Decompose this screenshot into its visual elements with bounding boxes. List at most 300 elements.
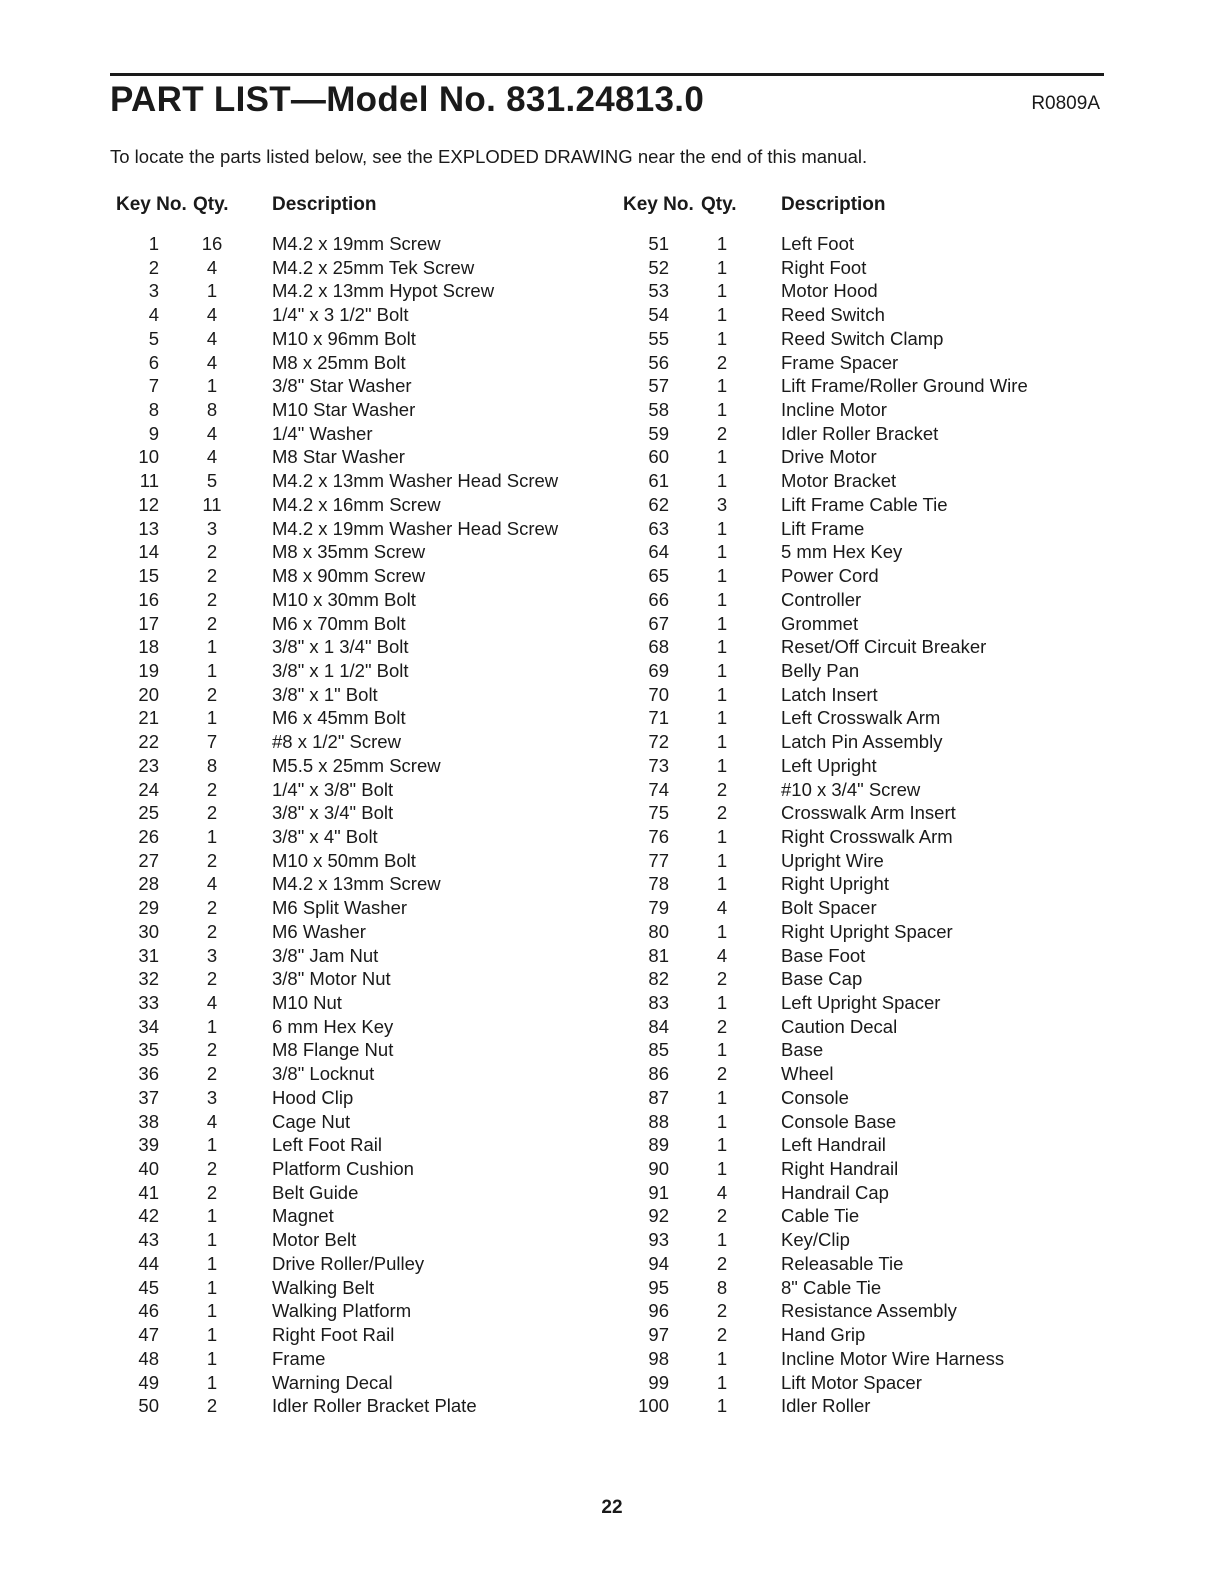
table-row <box>0 991 1224 1015</box>
part-description: M10 x 50mm Bolt <box>272 849 416 871</box>
part-description: Motor Bracket <box>781 470 897 492</box>
part-key-number: 14 <box>138 541 159 563</box>
intro-text: To locate the parts listed below, see the EXPLODED DRAWING near the end of this manual. <box>110 146 868 167</box>
part-description: Drive Motor <box>781 446 877 468</box>
part-quantity: 2 <box>206 778 218 800</box>
table-row <box>0 1015 1224 1039</box>
part-key-number: 90 <box>648 1158 669 1180</box>
part-quantity: 4 <box>716 944 728 966</box>
part-description: Latch Insert <box>781 683 878 705</box>
part-description: Lift Frame <box>781 517 865 539</box>
part-description: Warning Decal <box>272 1371 393 1393</box>
part-description: M4.2 x 13mm Washer Head Screw <box>272 470 559 492</box>
part-quantity: 2 <box>716 1205 728 1227</box>
part-quantity: 4 <box>206 256 218 278</box>
part-key-number: 98 <box>648 1347 669 1369</box>
part-quantity: 1 <box>716 754 728 776</box>
part-description: Cable Tie <box>781 1205 860 1227</box>
part-quantity: 1 <box>716 1371 728 1393</box>
part-description: Frame <box>272 1347 326 1369</box>
part-key-number: 73 <box>648 754 669 776</box>
table-row <box>0 1252 1224 1276</box>
part-key-number: 48 <box>138 1347 159 1369</box>
part-description: Reed Switch Clamp <box>781 327 944 349</box>
table-row <box>0 517 1224 541</box>
part-key-number: 88 <box>648 1110 669 1132</box>
part-key-number: 57 <box>648 375 669 397</box>
part-quantity: 1 <box>206 280 218 302</box>
part-key-number: 77 <box>648 849 669 871</box>
part-description: Left Foot <box>781 233 855 254</box>
part-key-number: 21 <box>138 707 159 729</box>
right-qty-header: Qty. <box>701 194 737 215</box>
table-row <box>0 944 1224 968</box>
part-description: 3/8" Star Washer <box>272 375 412 397</box>
part-description: Lift Motor Spacer <box>781 1371 922 1393</box>
table-row <box>0 588 1224 612</box>
part-key-number: 34 <box>138 1015 159 1037</box>
part-key-number: 100 <box>638 1395 669 1417</box>
part-quantity: 1 <box>716 1229 728 1251</box>
part-description: 3/8" x 1" Bolt <box>272 683 378 705</box>
part-key-number: 63 <box>648 517 669 539</box>
part-key-number: 39 <box>138 1134 159 1156</box>
part-key-number: 47 <box>138 1324 159 1346</box>
part-key-number: 69 <box>648 659 669 681</box>
part-key-number: 1 <box>148 233 159 254</box>
part-description: Wheel <box>781 1063 834 1085</box>
part-quantity: 1 <box>716 683 728 705</box>
part-quantity: 1 <box>716 1110 728 1132</box>
part-description: M6 x 45mm Bolt <box>272 707 406 729</box>
part-quantity: 1 <box>716 446 728 468</box>
table-row <box>0 659 1224 683</box>
part-key-number: 72 <box>648 731 669 753</box>
part-key-number: 91 <box>648 1181 669 1203</box>
part-key-number: 76 <box>648 825 669 847</box>
part-quantity: 2 <box>206 1158 218 1180</box>
part-quantity: 1 <box>716 873 728 895</box>
part-description: M4.2 x 16mm Screw <box>272 493 441 515</box>
part-quantity: 1 <box>716 233 728 254</box>
part-quantity: 1 <box>206 1347 218 1369</box>
table-row <box>0 256 1224 280</box>
part-description: Left Upright <box>781 754 877 776</box>
part-quantity: 2 <box>206 683 218 705</box>
table-row <box>0 683 1224 707</box>
part-quantity: 4 <box>716 1181 728 1203</box>
part-quantity: 2 <box>206 1181 218 1203</box>
part-quantity: 1 <box>716 731 728 753</box>
document-code: R0809A <box>1031 93 1100 114</box>
part-key-number: 10 <box>138 446 159 468</box>
part-key-number: 50 <box>138 1395 159 1417</box>
table-row <box>0 706 1224 730</box>
part-description: M4.2 x 13mm Screw <box>272 873 441 895</box>
part-description: Magnet <box>272 1205 334 1227</box>
part-key-number: 45 <box>138 1276 159 1298</box>
part-quantity: 1 <box>716 399 728 421</box>
table-row <box>0 801 1224 825</box>
part-key-number: 61 <box>648 470 669 492</box>
part-description: M4.2 x 19mm Screw <box>272 233 441 254</box>
part-key-number: 82 <box>648 968 669 990</box>
part-key-number: 52 <box>648 256 669 278</box>
part-quantity: 2 <box>206 541 218 563</box>
part-description: 3/8" x 1 3/4" Bolt <box>272 636 409 658</box>
part-description: M8 Star Washer <box>272 446 405 468</box>
part-description: Lift Frame Cable Tie <box>781 493 948 515</box>
part-description: M10 Star Washer <box>272 399 416 421</box>
part-quantity: 1 <box>716 1347 728 1369</box>
part-key-number: 60 <box>648 446 669 468</box>
part-description: #8 x 1/2" Screw <box>272 731 401 753</box>
part-description: Right Foot Rail <box>272 1324 395 1346</box>
part-description: Frame Spacer <box>781 351 899 373</box>
part-key-number: 79 <box>648 897 669 919</box>
part-description: #10 x 3/4" Screw <box>781 778 921 800</box>
part-key-number: 5 <box>148 327 159 349</box>
part-description: Incline Motor Wire Harness <box>781 1347 1005 1369</box>
part-key-number: 15 <box>138 565 159 587</box>
part-key-number: 71 <box>648 707 669 729</box>
part-quantity: 1 <box>716 541 728 563</box>
part-key-number: 12 <box>138 493 159 515</box>
table-row <box>0 849 1224 873</box>
part-description: M5.5 x 25mm Screw <box>272 754 441 776</box>
part-key-number: 75 <box>648 802 669 824</box>
part-quantity: 3 <box>206 517 218 539</box>
part-quantity: 1 <box>716 992 728 1013</box>
part-description: M10 x 96mm Bolt <box>272 327 416 349</box>
table-row <box>0 1204 1224 1228</box>
part-quantity: 2 <box>206 612 218 634</box>
part-key-number: 42 <box>138 1205 159 1227</box>
part-key-number: 8 <box>148 399 159 421</box>
part-description: 3/8" x 4" Bolt <box>272 825 378 847</box>
part-quantity: 2 <box>716 1063 728 1085</box>
table-row <box>0 398 1224 422</box>
part-description: M6 Washer <box>272 920 366 942</box>
part-quantity: 1 <box>716 707 728 729</box>
table-row <box>0 754 1224 778</box>
part-description: Belly Pan <box>781 659 860 681</box>
part-key-number: 54 <box>648 304 669 326</box>
part-quantity: 1 <box>206 659 218 681</box>
part-key-number: 26 <box>138 825 159 847</box>
part-quantity: 2 <box>206 897 218 919</box>
part-description: 3/8" Motor Nut <box>272 968 391 990</box>
table-row <box>0 327 1224 351</box>
part-key-number: 92 <box>648 1205 669 1227</box>
part-key-number: 59 <box>648 422 669 444</box>
part-quantity: 1 <box>206 1229 218 1251</box>
part-quantity: 2 <box>206 1063 218 1085</box>
part-key-number: 85 <box>648 1039 669 1061</box>
table-row <box>0 469 1224 493</box>
part-key-number: 55 <box>648 327 669 349</box>
part-key-number: 30 <box>138 920 159 942</box>
table-row <box>0 303 1224 327</box>
part-description: Right Crosswalk Arm <box>781 825 953 847</box>
part-quantity: 1 <box>716 280 728 302</box>
part-key-number: 16 <box>138 588 159 610</box>
part-description: M4.2 x 25mm Tek Screw <box>272 256 475 278</box>
part-key-number: 64 <box>648 541 669 563</box>
part-quantity: 11 <box>202 493 222 515</box>
part-quantity: 1 <box>716 849 728 871</box>
part-quantity: 1 <box>716 565 728 587</box>
part-quantity: 2 <box>206 1039 218 1061</box>
part-key-number: 84 <box>648 1015 669 1037</box>
part-key-number: 68 <box>648 636 669 658</box>
part-description: 3/8" x 3/4" Bolt <box>272 802 394 824</box>
part-quantity: 2 <box>206 802 218 824</box>
part-description: Releasable Tie <box>781 1252 904 1274</box>
part-key-number: 65 <box>648 565 669 587</box>
table-row <box>0 730 1224 754</box>
part-quantity: 2 <box>716 1015 728 1037</box>
table-row <box>0 1371 1224 1395</box>
part-description: Walking Platform <box>272 1300 412 1322</box>
left-qty-header: Qty. <box>193 194 229 215</box>
part-quantity: 1 <box>716 256 728 278</box>
table-row <box>0 422 1224 446</box>
part-quantity: 1 <box>716 1158 728 1180</box>
part-quantity: 3 <box>206 944 218 966</box>
part-quantity: 4 <box>206 304 218 326</box>
part-description: M4.2 x 19mm Washer Head Screw <box>272 517 559 539</box>
part-description: Hood Clip <box>272 1086 354 1108</box>
part-key-number: 83 <box>648 992 669 1013</box>
part-description: Bolt Spacer <box>781 897 877 919</box>
table-row <box>0 896 1224 920</box>
part-description: Lift Frame/Roller Ground Wire <box>781 375 1028 397</box>
part-description: Base Cap <box>781 968 863 990</box>
part-key-number: 6 <box>148 351 159 373</box>
parts-column-right <box>0 232 1224 1418</box>
table-row <box>0 1299 1224 1323</box>
table-row <box>0 1394 1224 1418</box>
table-row <box>0 351 1224 375</box>
table-row <box>0 1228 1224 1252</box>
part-description: 3/8" x 1 1/2" Bolt <box>272 659 409 681</box>
table-row <box>0 1157 1224 1181</box>
part-description: 8" Cable Tie <box>781 1276 882 1298</box>
part-quantity: 1 <box>206 1252 218 1274</box>
part-quantity: 1 <box>206 1276 218 1298</box>
part-description: Handrail Cap <box>781 1181 889 1203</box>
table-row <box>0 1323 1224 1347</box>
table-row <box>0 1086 1224 1110</box>
part-quantity: 3 <box>716 493 728 515</box>
part-quantity: 8 <box>716 1276 728 1298</box>
part-description: Drive Roller/Pulley <box>272 1252 425 1274</box>
part-description: Controller <box>781 588 862 610</box>
table-row <box>0 279 1224 303</box>
part-description: 5 mm Hex Key <box>781 541 903 563</box>
part-quantity: 1 <box>716 517 728 539</box>
part-key-number: 94 <box>648 1252 669 1274</box>
part-quantity: 4 <box>206 446 218 468</box>
table-row <box>0 1347 1224 1371</box>
part-quantity: 1 <box>716 612 728 634</box>
part-quantity: 1 <box>206 1371 218 1393</box>
part-key-number: 13 <box>138 517 159 539</box>
part-quantity: 8 <box>206 754 218 776</box>
part-key-number: 19 <box>138 659 159 681</box>
part-quantity: 2 <box>716 802 728 824</box>
table-row <box>0 1276 1224 1300</box>
part-description: 6 mm Hex Key <box>272 1015 394 1037</box>
table-row <box>0 920 1224 944</box>
part-description: 1/4" x 3/8" Bolt <box>272 778 394 800</box>
part-description: Incline Motor <box>781 399 887 421</box>
part-description: Caution Decal <box>781 1015 898 1037</box>
part-quantity: 5 <box>206 470 218 492</box>
part-quantity: 2 <box>716 351 728 373</box>
part-quantity: 1 <box>716 636 728 658</box>
part-quantity: 16 <box>201 233 223 254</box>
part-description: 3/8" Jam Nut <box>272 944 379 966</box>
part-description: 1/4" x 3 1/2" Bolt <box>272 304 409 326</box>
part-key-number: 93 <box>648 1229 669 1251</box>
part-quantity: 2 <box>206 849 218 871</box>
part-description: Platform Cushion <box>272 1158 414 1180</box>
part-quantity: 1 <box>716 327 728 349</box>
part-quantity: 1 <box>206 1300 218 1322</box>
part-description: Idler Roller <box>781 1395 871 1417</box>
table-row <box>0 825 1224 849</box>
part-key-number: 70 <box>648 683 669 705</box>
part-quantity: 1 <box>716 588 728 610</box>
part-quantity: 2 <box>206 920 218 942</box>
part-description: Grommet <box>781 612 859 634</box>
part-key-number: 78 <box>648 873 669 895</box>
part-description: Power Cord <box>781 565 879 587</box>
part-key-number: 99 <box>648 1371 669 1393</box>
part-quantity: 1 <box>206 1015 218 1037</box>
part-description: Left Handrail <box>781 1134 886 1156</box>
part-quantity: 1 <box>206 1205 218 1227</box>
part-quantity: 1 <box>716 659 728 681</box>
table-row <box>0 1062 1224 1086</box>
part-quantity: 1 <box>716 825 728 847</box>
part-key-number: 86 <box>648 1063 669 1085</box>
part-description: Key/Clip <box>781 1229 850 1251</box>
part-description: 3/8" Locknut <box>272 1063 375 1085</box>
part-key-number: 23 <box>138 754 159 776</box>
part-key-number: 28 <box>138 873 159 895</box>
table-row <box>0 232 1224 256</box>
part-key-number: 96 <box>648 1300 669 1322</box>
part-quantity: 1 <box>206 375 218 397</box>
part-description: Idler Roller Bracket <box>781 422 939 444</box>
part-quantity: 4 <box>206 1110 218 1132</box>
part-key-number: 80 <box>648 920 669 942</box>
page-number: 22 <box>601 1497 623 1518</box>
part-description: Belt Guide <box>272 1181 359 1203</box>
part-quantity: 2 <box>716 1252 728 1274</box>
part-quantity: 4 <box>206 992 218 1013</box>
part-key-number: 41 <box>138 1181 159 1203</box>
part-key-number: 89 <box>648 1134 669 1156</box>
part-key-number: 74 <box>648 778 669 800</box>
part-quantity: 2 <box>206 565 218 587</box>
part-description: Idler Roller Bracket Plate <box>272 1395 477 1417</box>
part-key-number: 46 <box>138 1300 159 1322</box>
part-key-number: 53 <box>648 280 669 302</box>
part-key-number: 24 <box>138 778 159 800</box>
part-description: Hand Grip <box>781 1324 866 1346</box>
page-title: PART LIST—Model No. 831.24813.0 <box>110 80 705 119</box>
part-quantity: 8 <box>206 399 218 421</box>
part-key-number: 7 <box>148 375 159 397</box>
part-description: Reset/Off Circuit Breaker <box>781 636 987 658</box>
part-quantity: 1 <box>716 470 728 492</box>
part-key-number: 3 <box>148 280 159 302</box>
part-key-number: 4 <box>148 304 159 326</box>
part-key-number: 58 <box>648 399 669 421</box>
part-description: M10 x 30mm Bolt <box>272 588 416 610</box>
part-description: Motor Hood <box>781 280 878 302</box>
part-description: M8 Flange Nut <box>272 1039 394 1061</box>
part-key-number: 43 <box>138 1229 159 1251</box>
part-key-number: 33 <box>138 992 159 1013</box>
part-quantity: 2 <box>206 1395 218 1417</box>
part-description: Right Handrail <box>781 1158 899 1180</box>
part-description: Motor Belt <box>272 1229 357 1251</box>
part-description: M6 Split Washer <box>272 897 408 919</box>
part-quantity: 4 <box>716 897 728 919</box>
part-key-number: 97 <box>648 1324 669 1346</box>
part-description: Right Upright Spacer <box>781 920 953 942</box>
part-quantity: 2 <box>716 1324 728 1346</box>
part-key-number: 56 <box>648 351 669 373</box>
part-quantity: 1 <box>206 1324 218 1346</box>
table-row <box>0 564 1224 588</box>
part-key-number: 27 <box>138 849 159 871</box>
part-key-number: 9 <box>148 422 159 444</box>
table-row <box>0 374 1224 398</box>
part-description: Walking Belt <box>272 1276 375 1298</box>
part-description: Reed Switch <box>781 304 885 326</box>
part-description: M4.2 x 13mm Hypot Screw <box>272 280 495 302</box>
part-quantity: 4 <box>206 873 218 895</box>
part-quantity: 1 <box>716 920 728 942</box>
part-description: 1/4" Washer <box>272 422 373 444</box>
part-quantity: 1 <box>206 1134 218 1156</box>
part-key-number: 36 <box>138 1063 159 1085</box>
part-key-number: 44 <box>138 1252 159 1274</box>
part-quantity: 2 <box>716 422 728 444</box>
part-quantity: 1 <box>716 1134 728 1156</box>
part-key-number: 2 <box>148 256 159 278</box>
part-key-number: 87 <box>648 1086 669 1108</box>
part-quantity: 1 <box>716 304 728 326</box>
part-key-number: 32 <box>138 968 159 990</box>
part-key-number: 40 <box>138 1158 159 1180</box>
part-description: M8 x 35mm Screw <box>272 541 426 563</box>
part-key-number: 81 <box>648 944 669 966</box>
table-row <box>0 872 1224 896</box>
part-key-number: 37 <box>138 1086 159 1108</box>
part-key-number: 17 <box>138 612 159 634</box>
table-row <box>0 612 1224 636</box>
part-quantity: 4 <box>206 351 218 373</box>
part-key-number: 29 <box>138 897 159 919</box>
part-quantity: 4 <box>206 422 218 444</box>
